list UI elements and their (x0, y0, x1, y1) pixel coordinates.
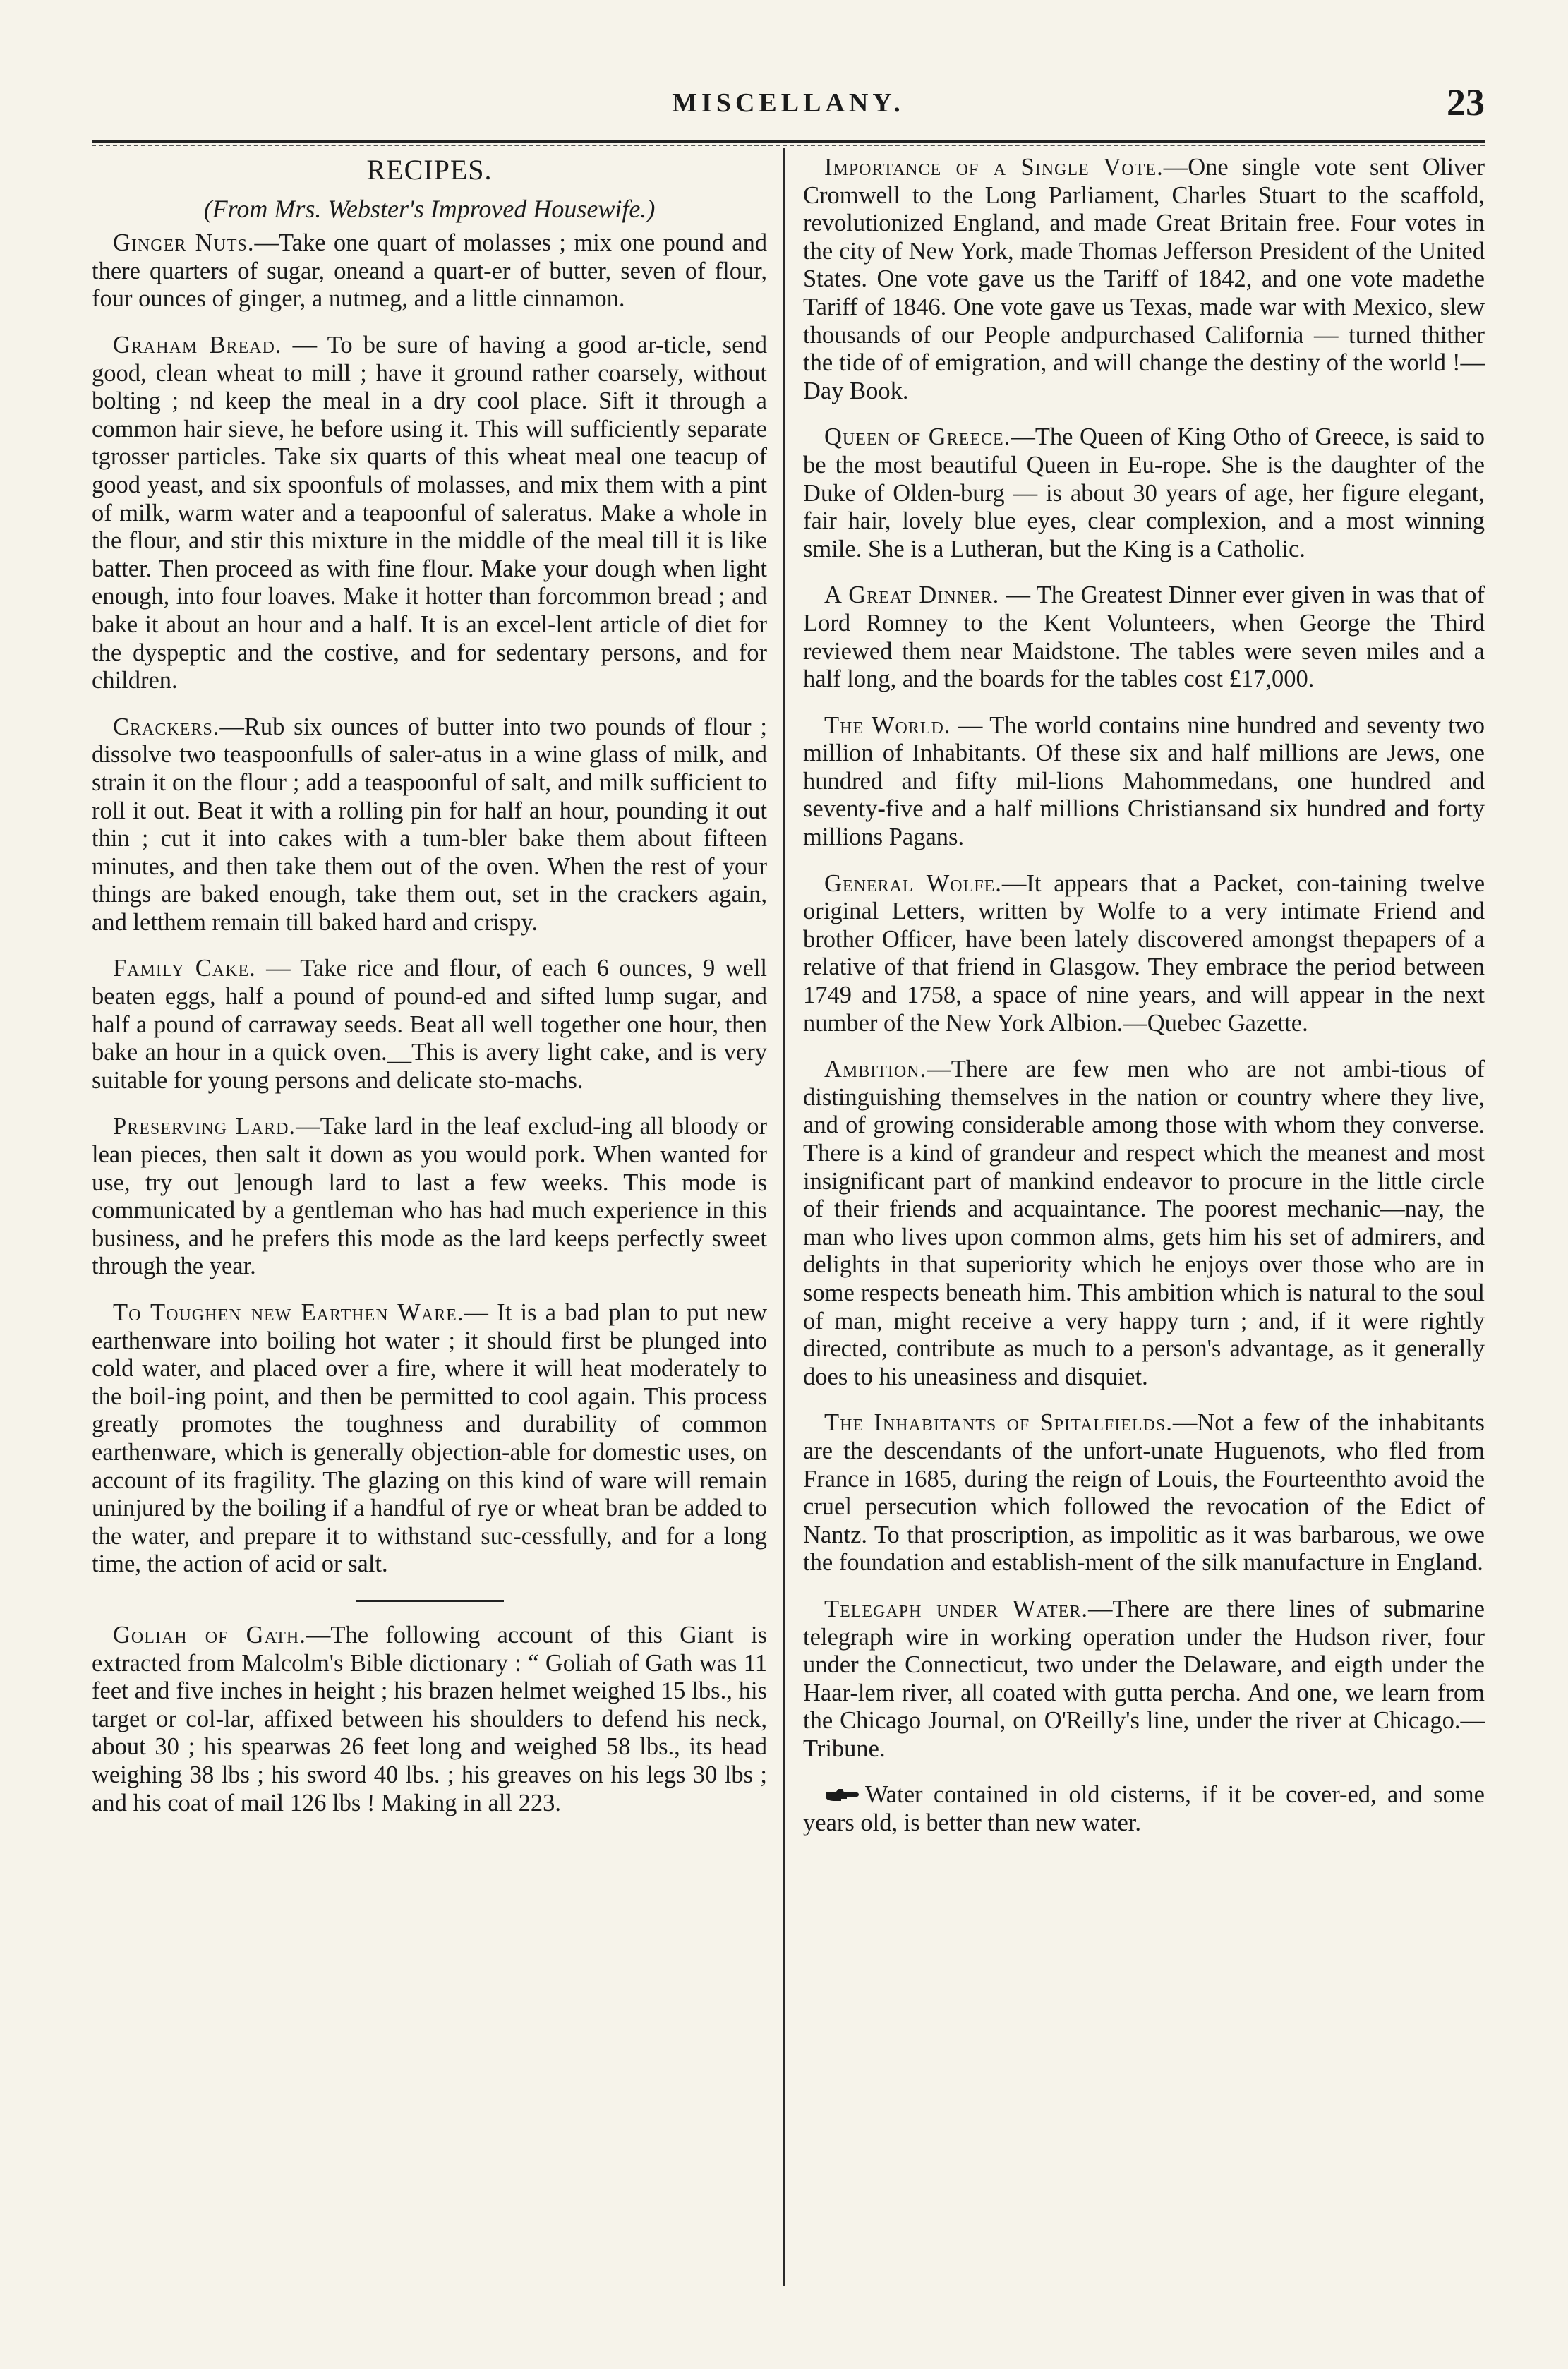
running-title: MISCELLANY. (672, 88, 905, 118)
article-body: — The Greatest Dinner ever given in was that of Lord Romney to the Kent Volunteers, when George the Third reviewed them near Maidstone. The tables were seven miles and a half long, and the boards for the tables cost £17,000. (803, 581, 1485, 693)
article-body: —Not a few of the inhabitants are the descendants of the unfort-unate Huguenots, who fled from France in 1685, during the reign of Louis, the Fourteenthto avoid the cruel persecution which followed the revocation of the Edict of Nantz. To that proscription, as impolitic as it was barbarous, we owe the foundation and establish-ment of the silk manufacture in England. (803, 1409, 1485, 1577)
header-rule (92, 140, 1485, 146)
article-family-cake (92, 955, 767, 1095)
article-the-world (803, 712, 1485, 852)
recipes-heading: RECIPES. (366, 154, 493, 186)
article-title: The Inhabitants of Spitalfields. (824, 1409, 1173, 1437)
article-title: Family Cake. (113, 955, 256, 982)
article-ambition (803, 1056, 1485, 1391)
pointing-hand-icon (824, 1787, 860, 1805)
right-column (803, 154, 1485, 2278)
article-title: Graham Bread. (113, 332, 282, 358)
article-title: Importance of a Single Vote. (824, 154, 1164, 181)
article-body: —Take lard in the leaf exclud-ing all bloody or lean pieces, then salt it down as you would pork. When wanted for use, try out ]enough lard to last a few weeks. This mode is communicated by a gentleman who has had much experience in this business, and he prefers this mode as the lard keeps perfectly sweet through the year. (92, 1113, 767, 1280)
page-header (92, 82, 1485, 138)
column-divider (783, 148, 785, 2286)
article-body: —There are there lines of submarine telegraph wire in working operation under the Hudson river, four under the Connecticut, two under the Delaware, and eigth under the Haar-lem river, all coated with gutta percha. And one, we learn from the Chicago Journal, on O'Reilly's line, under the river at Chicago.—Tribune. (803, 1595, 1485, 1762)
article-body: —The following account of this Giant is extracted from Malcolm's Bible dictionary : “ Goliah of Gath was 11 feet and five inches in height ; his brazen helmet weighed 15 lbs., his target or col-lar, affixed between his shoulders to defend his neck, about 30 ; his spearwas 26 feet long and weighed 58 lbs., its head weighing 38 lbs ; his sword 40 lbs. ; his greaves on his legs 30 lbs ; and his coat of mail 126 lbs ! Making in all 223. (92, 1621, 767, 1816)
article-body: —Take one quart of molasses ; mix one pound and there quarters of sugar, oneand a quart-er of butter, seven of flour, four ounces of ginger, a nutmeg, and a little cinnamon. (92, 229, 767, 313)
article-body: —The Queen of King Otho of Greece, is said to be the most beautiful Queen in Eu-rope. She is the daughter of the Duke of Olden-burg — is about 30 years of age, her figure elegant, fair hair, lovely blue eyes, clear complexion, and a most winning smile. She is a Lutheran, but the King is a Catholic. (803, 423, 1485, 562)
recipes-source: (From Mrs. Webster's Improved Housewife.) (203, 194, 656, 223)
article-body: —One single vote sent Oliver Cromwell to the Long Parliament, Charles Stuart to the scaffold, revolutionized England, and made Great Britain free. Four votes in the city of New York, made Thomas Jefferson President of the United States. One vote gave us the Tariff of 1842, and one vote madethe Tariff of 1846. One vote gave us Texas, made war with Mexico, slew thousands of our People andpurchased California — turned thither the tide of of emigration, and will change the destiny of the world !—Day Book. (803, 154, 1485, 404)
article-title: Telegaph under Water. (824, 1595, 1088, 1622)
article-title: Ambition. (824, 1056, 927, 1083)
article-title: Queen of Greece. (824, 423, 1011, 451)
article-title: Crackers. (113, 713, 220, 740)
article-queen-of-greece (803, 423, 1485, 563)
article-body: —Rub six ounces of butter into two pounds of flour ; dissolve two teaspoonfulls of saler-atus in a wine glass of milk, and strain it on the flour ; add a teaspoonful of salt, and milk sufficient to roll it out. Beat it with a rolling pin for half an hour, pounding it out thin ; cut it into cakes with a tum-bler bake them about fifteen minutes, and then take them out of the oven. When the rest of your things are baked enough, take them out, set in the crackers again, and letthem remain till baked hard and crispy. (92, 713, 767, 936)
article-body: —There are few men who are not ambi-tious of distinguishing themselves in the nation or country where they live, and of growing considerable among those with whom they converse. There is a kind of grandeur and respect which the meanest and most insignificant part of mankind endeavor to procure in the little circle of their friends and acquaintance. The poorest mechanic—nay, the man who lives upon common alms, gets him his set of admirers, and delights in that superiority which he enjoys over those who are in some respects beneath him. This ambition which is natural to the soul of man, might receive a very happy turn ; and, if it were rightly directed, contribute as much to a person's advantage, as it generally does to his uneasiness and disquiet. (803, 1056, 1485, 1390)
article-title: Goliah of Gath. (113, 1621, 306, 1648)
article-body: — The world contains nine hundred and seventy two million of Inhabitants. Of these six and half millions are Jews, one hundred and fifty mil-lions Mahommedans, one hundred and seventy-five and a half millions Christiansand six hundred and forty millions Pagans. (803, 711, 1485, 851)
article-earthen-ware (92, 1299, 767, 1579)
article-crackers (92, 713, 767, 937)
article-title: To Toughen new Earthen Ware. (113, 1299, 464, 1326)
section-rule (356, 1600, 504, 1602)
left-column (92, 154, 767, 2278)
article-preserving-lard (92, 1113, 767, 1281)
note-cisterns (803, 1781, 1485, 1837)
article-goliah-of-gath (92, 1622, 767, 1817)
article-body: —It appears that a Packet, con-taining twelve original Letters, written by Wolfe to a very intimate Friend and brother Officer, have been lately discovered amongst thepapers of a relative of that friend in Glasgow. They embrace the period between 1749 and 1758, a space of nine years, and will appear in the next number of the New York Albion.—Quebec Gazette. (803, 869, 1485, 1037)
article-title: Ginger Nuts. (113, 229, 255, 257)
article-body: — Take rice and flour, of each 6 ounces, 9 well beaten eggs, half a pound of pound-ed and sifted lump sugar, and half a pound of carraway seeds. Beat all well together one hour, then bake an hour in a quick oven.__This is avery light cake, and is very suitable for young persons and delicate sto-machs. (92, 955, 767, 1094)
article-title: A Great Dinner. (824, 581, 1000, 609)
page-number: 23 (1447, 81, 1485, 123)
article-single-vote (803, 154, 1485, 405)
article-general-wolfe (803, 870, 1485, 1038)
article-title: Preserving Lard. (113, 1113, 296, 1140)
article-great-dinner (803, 581, 1485, 693)
article-body: — It is a bad plan to put new earthenware into boiling hot water ; it should first be plunged into cold water, and placed over a fire, where it will heat moderately to the boil-ing point, and then be permitted to cool again. This process greatly promotes the toughness and durability of common earthenware, which is generally objection-able for domestic uses, on account of its fragility. The glazing on this kind of ware will remain uninjured by the boiling if a handful of rye or wheat bran be added to the water, and prepare it to withstand suc-cessfully, and for a long time, the action of acid or salt. (92, 1299, 767, 1578)
article-body: — To be sure of having a good ar-ticle, send good, clean wheat to mill ; have it ground rather coarsely, without bolting ; nd keep the meal in a dry cool place. Sift it through a common hair sieve, he before using it. This will sufficiently separate tgrosser particles. Take six quarts of this wheat meal one teacup of good yeast, and six spoonfuls of molasses, and mix them with a pint of milk, warm water and a teapoonful of saleratus. Make a whole in the flour, and stir this mixture in the middle of the meal till it is like batter. Then proceed as with fine flour. Make your dough when light enough, into four loaves. Make it hotter than forcommon bread ; and bake it about an hour and a half. It is an excel-lent article of diet for the dyspeptic and the costive, and for sedentary persons, and for children. (92, 332, 767, 694)
article-graham-bread (92, 332, 767, 695)
article-title: General Wolfe. (824, 869, 1002, 897)
note-body: Water contained in old cisterns, if it be cover-ed, and some years old, is better than new water. (803, 1781, 1485, 1837)
article-spitalfields (803, 1409, 1485, 1577)
article-telegraph-under-water (803, 1596, 1485, 1764)
article-ginger-nuts (92, 229, 767, 313)
article-title: The World. (824, 711, 951, 739)
